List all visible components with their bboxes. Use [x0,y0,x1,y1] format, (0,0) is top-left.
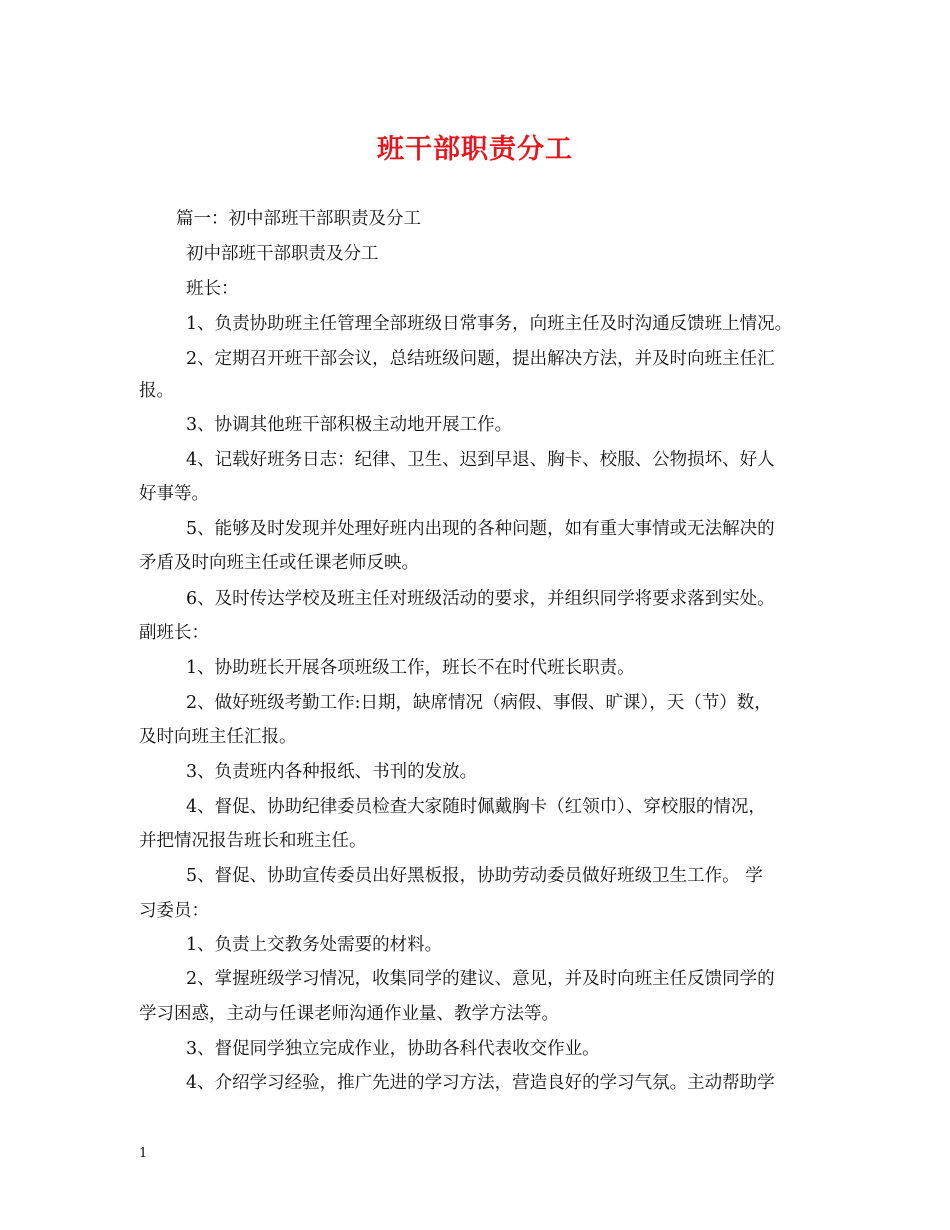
paragraph-line: 3、负责班内各种报纸、书刊的发放。 [186,762,478,782]
paragraph-line: 学习困惑，主动与任课老师沟通作业量、教学方法等。 [139,1004,559,1024]
paragraph-line: 2、掌握班级学习情况，收集同学的建议、意见，并及时向班主任反馈同学的 [186,969,775,989]
paragraph-line: 1、负责上交教务处需要的材料。 [186,935,443,955]
page-number: 1 [139,1146,148,1161]
paragraph-line: 篇一：初中部班干部职责及分工 [176,209,421,229]
paragraph-line: 3、协调其他班干部积极主动地开展工作。 [186,415,513,435]
paragraph-line: 4、记载好班务日志：纪律、卫生、迟到早退、胸卡、校服、公物损坏、好人 [186,450,775,470]
paragraph-line: 初中部班干部职责及分工 [186,244,379,264]
paragraph-line: 副班长： [139,623,209,643]
paragraph-line: 5、督促、协助宣传委员出好黑板报，协助劳动委员做好班级卫生工作。 学 [186,866,763,886]
paragraph-line: 2、定期召开班干部会议，总结班级问题，提出解决方法，并及时向班主任汇 [186,349,775,369]
paragraph-line: 4、督促、协助纪律委员检查大家随时佩戴胸卡（红领巾）、穿校服的情况， [186,797,766,817]
paragraph-line: 及时向班主任汇报。 [139,727,297,747]
paragraph-line: 4、介绍学习经验，推广先进的学习方法，营造良好的学习气氛。主动帮助学 [186,1073,775,1093]
paragraph-line: 习委员： [139,901,209,921]
paragraph-line: 6、及时传达学校及班主任对班级活动的要求，并组织同学将要求落到实处。 [186,589,775,609]
paragraph-line: 并把情况报告班长和班主任。 [139,831,367,851]
paragraph-line: 3、督促同学独立完成作业，协助各科代表收交作业。 [186,1039,600,1059]
paragraph-line: 5、能够及时发现并处理好班内出现的各种问题，如有重大事情或无法解决的 [186,519,775,539]
paragraph-line: 1、协助班长开展各项班级工作，班长不在时代班长职责。 [186,658,635,678]
paragraph-line: 1、负责协助班主任管理全部班级日常事务，向班主任及时沟通反馈班上情况。 [186,314,793,334]
paragraph-line: 矛盾及时向班主任或任课老师反映。 [139,553,419,573]
paragraph-line: 2、做好班级考勤工作:日期，缺席情况（病假、事假、旷课），天（节）数， [186,693,772,713]
paragraph-line: 好事等。 [139,484,209,504]
paragraph-line: 报。 [139,381,174,401]
document-title: 班干部职责分工 [377,134,573,165]
paragraph-line: 班长： [186,279,239,299]
